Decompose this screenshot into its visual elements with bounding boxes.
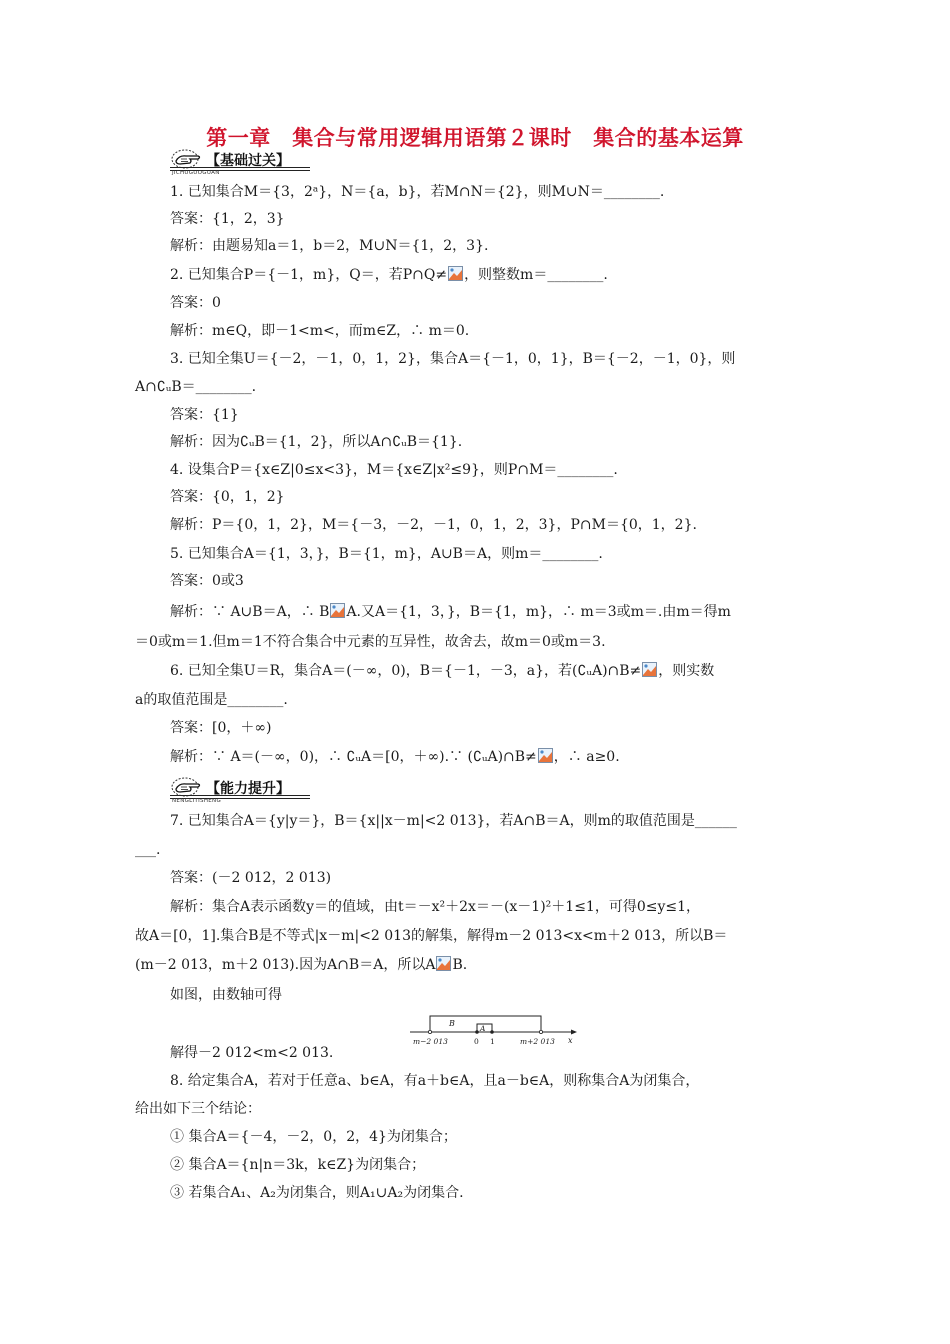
tick-label-right: m+2 013 <box>520 1037 555 1046</box>
pointing-hand-icon <box>170 776 204 800</box>
explanation-1: 解析：由题易知a＝1，b＝2，M∪N＝{1，2，3}. <box>170 238 489 254</box>
explanation-7-result: 解得－2 012<m<2 013. <box>170 1045 334 1061</box>
question-6-part: ，则实数 <box>658 663 715 679</box>
answer-4: 答案：{0，1，2} <box>170 489 285 505</box>
broken-image-icon <box>436 956 451 971</box>
section-label: 【基础过关】 <box>206 153 290 169</box>
question-7: 7. 已知集合A＝{y|y＝}，B＝{x||x－m|<2 013}，若A∩B＝A，则m的取值范围是______ <box>170 813 737 829</box>
explanation-3: 解析：因为∁ᵤB＝{1，2}，所以A∩∁ᵤB＝{1}. <box>170 434 463 450</box>
section-header-advanced <box>170 776 320 806</box>
section-pinyin: JICHUGUOGUAN <box>172 170 220 176</box>
broken-image-icon <box>642 662 657 677</box>
axis-arrow <box>571 1030 577 1035</box>
answer-1: 答案：{1，2，3} <box>170 211 285 227</box>
question-6-part: 6. 已知全集U＝R，集合A＝(－∞，0)，B＝{－1，－3，a}，若(∁ᵤA)∩B≠ <box>170 663 642 679</box>
explanation-6-part: ，∴ a≥0. <box>553 749 620 765</box>
question-2-part: ，则整数m＝________. <box>464 267 608 283</box>
answer-7: 答案：(－2 012，2 013) <box>170 870 332 886</box>
axis-label-x: x <box>568 1036 573 1045</box>
label-set-b: B <box>449 1019 455 1028</box>
point-right <box>539 1030 542 1033</box>
explanation-5-part: A.又A＝{1，3，}，B＝{1，m}，∴ m＝3或m＝.由m＝得m <box>346 604 731 620</box>
question-7-cont: ___. <box>135 842 161 858</box>
question-8-cont: 给出如下三个结论： <box>135 1101 261 1117</box>
answer-5: 答案：0或3 <box>170 573 244 589</box>
question-8-statement-3: ③ 若集合A₁、A₂为闭集合，则A₁∪A₂为闭集合. <box>170 1185 464 1201</box>
question-6-cont: a的取值范围是________. <box>135 692 288 708</box>
explanation-7-part: (m－2 013，m＋2 013).因为A∩B＝A，所以A <box>135 957 436 973</box>
explanation-6-part: 解析：∵ A＝(－∞，0)，∴ ∁ᵤA＝[0，＋∞).∵ (∁ᵤA)∩B≠ <box>170 749 537 765</box>
explanation-7-cont <box>135 955 785 975</box>
tick-label-1: 1 <box>490 1037 495 1046</box>
question-3: 3. 已知全集U＝{－2，－1，0，1，2}，集合A＝{－1，0，1}，B＝{－2，－1，0}，则 <box>170 351 736 367</box>
broken-image-icon <box>330 603 345 618</box>
question-2-part: 2. 已知集合P＝{－1，m}，Q＝，若P∩Q≠ <box>170 267 448 283</box>
question-8-statement-1: ① 集合A＝{－4，－2，0，2，4}为闭集合； <box>170 1129 457 1145</box>
tick-label-left: m−2 013 <box>413 1037 448 1046</box>
explanation-7-cont: 故A＝[0，1].集合B是不等式|x－m|<2 013的解集，解得m－2 013<x<m＋2 013，所以B＝ <box>135 928 728 944</box>
label-set-a: A <box>480 1024 486 1033</box>
answer-2: 答案：0 <box>170 295 221 311</box>
pointing-hand-icon <box>170 148 204 172</box>
question-8: 8. 给定集合A，若对于任意a、b∈A，有a＋b∈A，且a－b∈A，则称集合A为闭集合， <box>170 1073 700 1089</box>
explanation-7-part: B. <box>452 957 468 973</box>
question-6 <box>170 661 820 681</box>
question-4: 4. 设集合P＝{x∈Z|0≤x<3}，M＝{x∈Z|x²≤9}，则P∩M＝________. <box>170 462 618 478</box>
point-1 <box>490 1030 494 1034</box>
tick-label-0: 0 <box>474 1037 479 1046</box>
explanation-5 <box>170 602 820 622</box>
page-title: 第一章 集合与常用逻辑用语第２课时 集合的基本运算 <box>206 126 744 150</box>
section-header-basic <box>170 148 320 178</box>
explanation-7-figure-intro: 如图，由数轴可得 <box>170 987 282 1003</box>
answer-3: 答案：{1} <box>170 407 239 423</box>
broken-image-icon <box>448 266 463 281</box>
divider <box>170 167 310 168</box>
point-left <box>428 1030 431 1033</box>
question-2 <box>170 265 820 285</box>
explanation-4: 解析：P＝{0，1，2}，M＝{－3，－2，－1，0，1，2，3}，P∩M＝{0，1，2}. <box>170 517 697 533</box>
question-1: 1. 已知集合M＝{3，2ᵃ}，N＝{a，b}，若M∩N＝{2}，则M∪N＝________. <box>170 184 665 200</box>
question-5: 5. 已知集合A＝{1，3，}，B＝{1，m}，A∪B＝A，则m＝________. <box>170 546 603 562</box>
divider <box>170 795 310 796</box>
question-3-cont: A∩∁ᵤB＝________. <box>135 379 257 395</box>
point-0 <box>475 1030 479 1034</box>
explanation-7: 解析：集合A表示函数y＝的值域，由t＝－x²＋2x＝－(x－1)²＋1≤1，可得0≤y≤1， <box>170 899 701 915</box>
explanation-5-cont: ＝0或m＝1.但m＝1不符合集合中元素的互异性，故舍去，故m＝0或m＝3. <box>135 634 606 650</box>
explanation-6 <box>170 747 820 767</box>
answer-6: 答案：[0，＋∞) <box>170 720 272 736</box>
section-pinyin: NENGLITISHENG <box>172 798 222 804</box>
question-8-statement-2: ② 集合A＝{n|n＝3k，k∈Z}为闭集合； <box>170 1157 426 1173</box>
broken-image-icon <box>538 748 553 763</box>
explanation-2: 解析：m∈Q，即－1<m<，而m∈Z，∴ m＝0. <box>170 323 470 339</box>
section-label: 【能力提升】 <box>206 781 290 797</box>
explanation-5-part: 解析：∵ A∪B＝A，∴ B <box>170 604 330 620</box>
